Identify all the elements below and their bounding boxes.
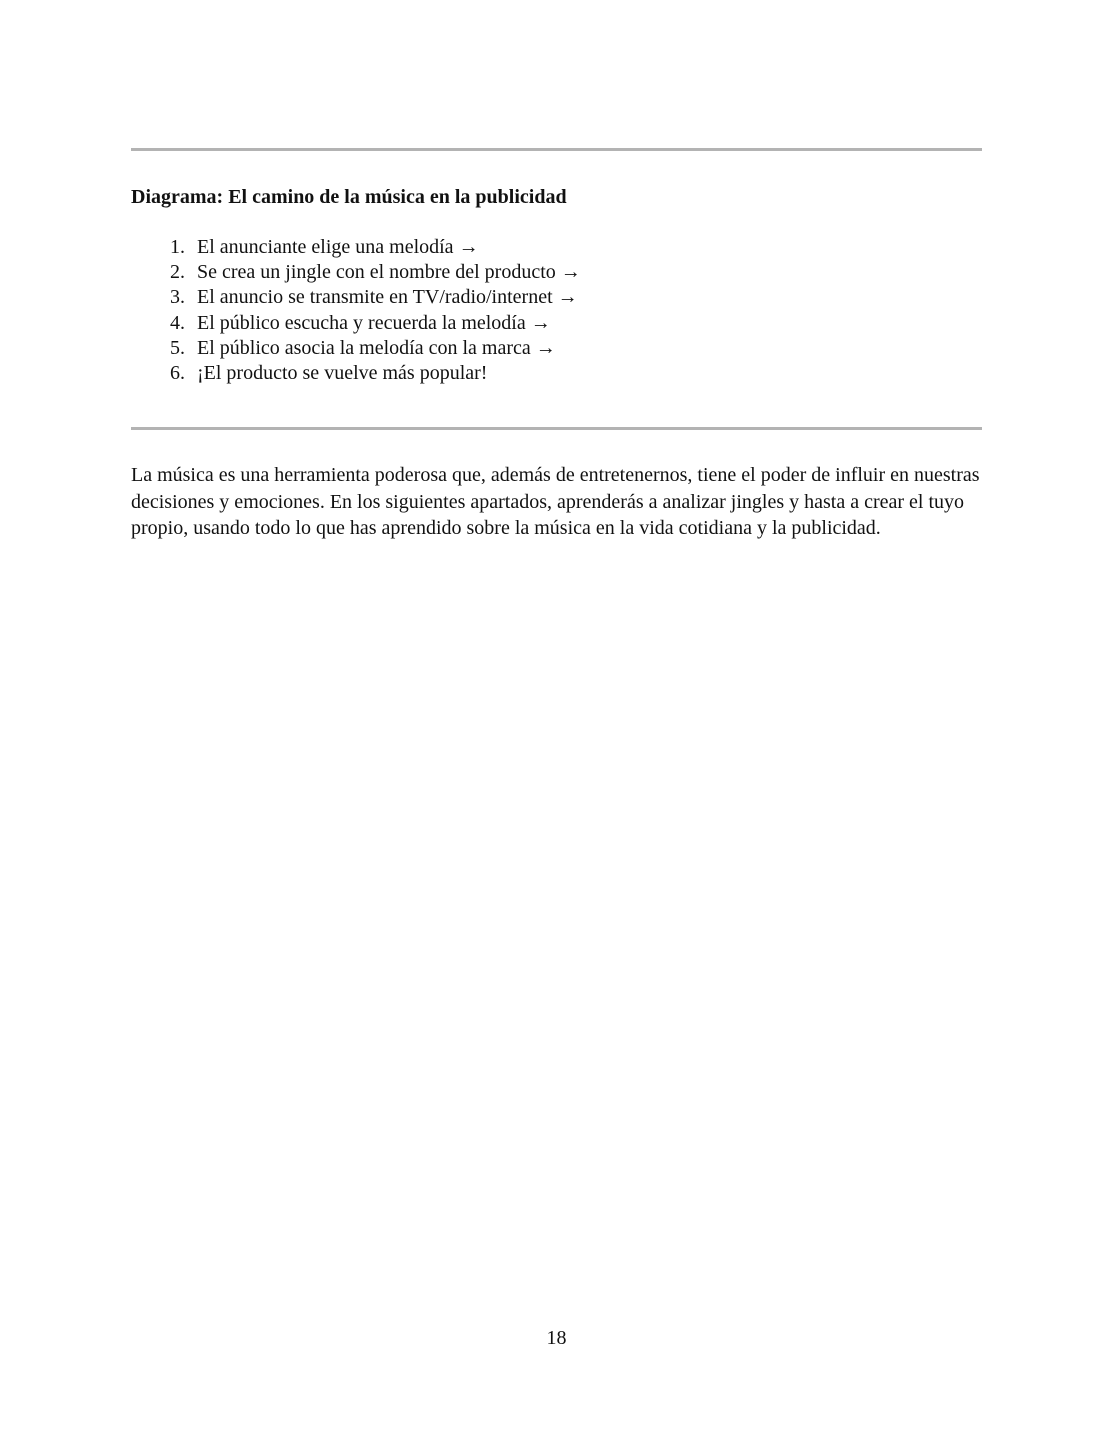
step-text: El público escucha y recuerda la melodía →: [197, 311, 551, 334]
step-number: 5.: [170, 336, 185, 359]
top-divider: [131, 148, 982, 151]
step-number: 3.: [170, 286, 185, 309]
diagram-title: Diagrama: El camino de la música en la publicidad: [131, 186, 567, 208]
body-paragraph: La música es una herramienta poderosa que, además de entretenernos, tiene el poder de influir en nuestras decisiones y emociones. En los siguientes apartados, aprenderás a analizar jingles y hasta a crear el tuyo propio, usando todo lo que has aprendido sobre la música en la vida cotidiana y la publicidad.: [131, 464, 980, 539]
page-number: 18: [546, 1327, 567, 1349]
step-text: El anuncio se transmite en TV/radio/internet →: [197, 286, 578, 309]
step-number: 1.: [170, 236, 185, 258]
step-text: El anunciante elige una melodía →: [197, 236, 479, 258]
step-text: ¡El producto se vuelve más popular!: [197, 361, 488, 384]
bottom-divider: [131, 427, 982, 430]
step-number: 4.: [170, 311, 185, 334]
step-text: Se crea un jingle con el nombre del producto →: [197, 261, 581, 284]
step-number: 2.: [170, 261, 185, 284]
step-text: El público asocia la melodía con la marca →: [197, 336, 556, 359]
step-number: 6.: [170, 361, 185, 384]
